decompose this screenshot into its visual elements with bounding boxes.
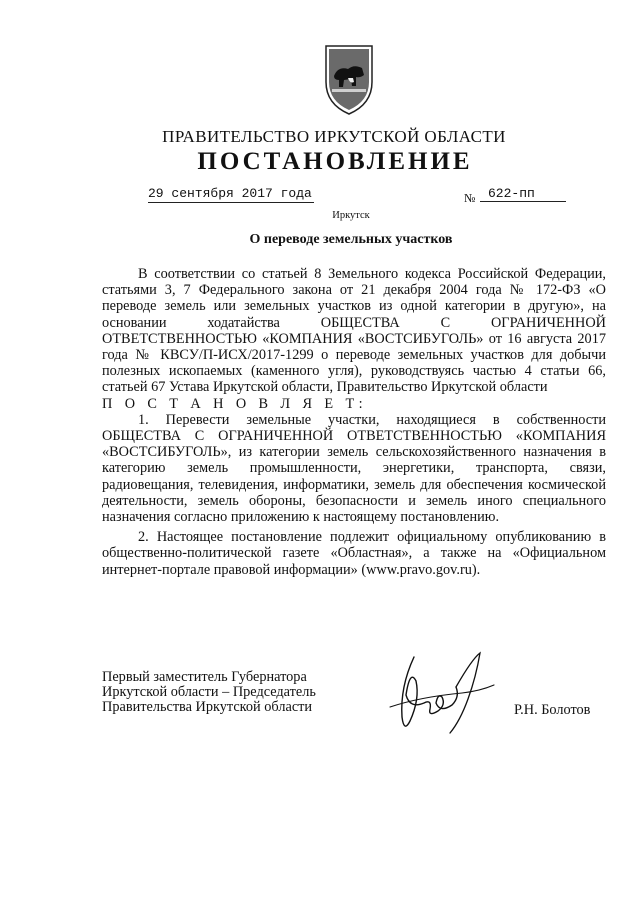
clause-paragraph: 1. Перевести земельные участки, находящиеся в собственности ОБЩЕСТВА С ОГРАНИЧЕННОЙ ОТВЕТСТВЕННОСТЬЮ «КОМПАНИЯ «ВОСТСИБУГОЛЬ», из категории земель сельскохозяйственного назначения в категорию земель промышленности, энергетики, транспорта, связи, радиовещания, телевидения, информатики, земель для обеспечения космической деятельности, земель обороны, безопасности и земель иного специального назначения согласно приложению к настоящему постановлению.	[102, 411, 606, 526]
preamble-paragraph: В соответствии со статьей 8 Земельного кодекса Российской Федерации, статьями 3, 7 Федерального закона от 21 декабря 2004 года № 172-ФЗ «О переводе земель или земельных участков из одной категории в другую», на основании ходатайства ОБЩЕСТВА С ОГРАНИЧЕННОЙ ОТВЕТСТВЕННОСТЬЮ «КОМПАНИЯ «ВОСТСИБУГОЛЬ» от 16 августа 2017 года № КВСУ/П-ИСХ/2017-1299 о переводе земельных участков для добычи полезных ископаемых (каменного угля), руководствуясь частью 4 статьи 66, статьей 67 Устава Иркутской области, Правительство Иркутской области	[102, 266, 606, 396]
document-body	[102, 266, 606, 578]
signer-position	[102, 670, 316, 715]
signer-position-line: Правительства Иркутской области	[102, 699, 313, 715]
issuing-authority: ПРАВИТЕЛЬСТВО ИРКУТСКОЙ ОБЛАСТИ	[162, 127, 506, 146]
document-number: 622-пп	[480, 186, 566, 202]
coat-of-arms-emblem	[320, 42, 378, 116]
clause-paragraph: 2. Настоящее постановление подлежит официальному опубликованию в общественно-политической газете «Областная», а также на «Официальном интернет-портале правовой информации» (www.pravo.gov.ru).	[102, 529, 606, 578]
signer-name: Р.Н. Болотов	[514, 702, 591, 718]
signer-position-line: Иркутской области – Председатель	[102, 684, 316, 700]
signer-position-line: Первый заместитель Губернатора	[102, 669, 307, 685]
document-date: 29 сентября 2017 года	[148, 186, 312, 201]
handwritten-signature	[380, 647, 504, 739]
city-name: Иркутск	[332, 210, 370, 221]
document-subject: О переводе земельных участков	[249, 232, 453, 247]
number-sign: №	[464, 191, 476, 205]
document-type-title: ПОСТАНОВЛЕНИЕ	[197, 148, 473, 175]
decree-word: П О С Т А Н О В Л Я Е Т:	[102, 395, 368, 412]
